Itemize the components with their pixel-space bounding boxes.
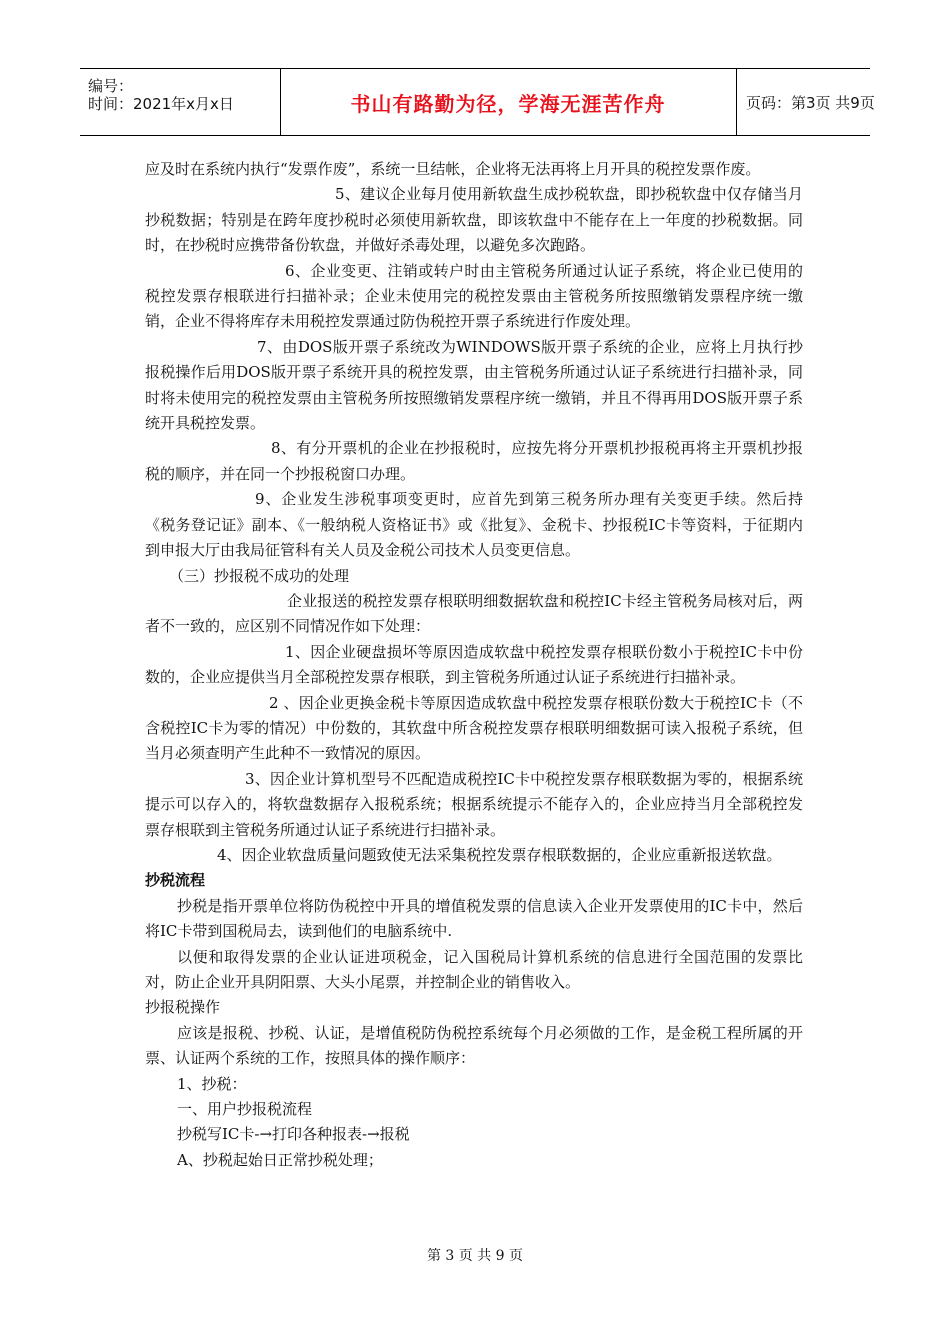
- header-meta: [80, 69, 280, 135]
- document-number-label: 编号：: [88, 77, 134, 95]
- paragraph: 7、由DOS版开票子系统改为WINDOWS版开票子系统的企业，应将上月执行抄报税操作后用DOS版开票子系统开具的税控发票，由主管税务所通过认证子系统进行扫描补录，同时将未使用完的税控发票由主管税务所按照缴销发票程序统一缴销，并且不得再用DOS版开票子系统开具税控发票。: [145, 337, 803, 433]
- paragraph: 2 、因企业更换金税卡等原因造成软盘中税控发票存根联份数大于税控IC卡（不含税控IC卡为零的情况）中份数的，其软盘中所含税控发票存根联明细数据可读入报税子系统，但当月必须查明产生此种不一致情况的原因。: [145, 693, 803, 763]
- paragraph: 企业报送的税控发票存根联明细数据软盘和税控IC卡经主管税务局核对后，两者不一致的，应区别不同情况作如下处理：: [145, 591, 803, 636]
- header-page-info: 页码：第3页 共9页: [746, 93, 875, 112]
- paragraph: 3、因企业计算机型号不匹配造成税控IC卡中税控发票存根联数据为零的，根据系统提示可以存入的，将软盘数据存入报税系统；根据系统提示不能存入的，企业应持当月全部税控发票存根联到主管税务所通过认证子系统进行扫描补录。: [145, 769, 803, 839]
- paragraph: 8、有分开票机的企业在抄报税时，应按先将分开票机抄报税再将主开票机抄报税的顺序，并在同一个抄报税窗口办理。: [145, 439, 803, 483]
- header-motto: 书山有路勤为径，学海无涯苦作舟: [350, 91, 666, 116]
- paragraph: 5、建议企业每月使用新软盘生成抄税软盘，即抄税软盘中仅存储当月抄税数据；特别是在跨年度抄税时必须使用新软盘，即该软盘中不能存在上一年度的抄税数据。同时，在抄税时应携带备份软盘，并做好杀毒处理，以避免多次跑路。: [145, 185, 803, 255]
- paragraph: 9、企业发生涉税事项变更时，应首先到第三税务所办理有关变更手续。然后持《税务登记证》副本、《一般纳税人资格证书》或《批复》、金税卡、抄报税IC卡等资料，于征期内到申报大厅由我局征管科有关人员及金税公司技术人员变更信息。: [145, 490, 803, 560]
- paragraph: 抄税是指开票单位将防伪税控中开具的增值税发票的信息读入企业开发票使用的IC卡中，然后将IC卡带到国税局去，读到他们的电脑系统中.: [145, 896, 803, 941]
- page-footer: 第 3 页 共 9 页: [426, 1248, 524, 1264]
- paragraph: 6、企业变更、注销或转户时由主管税务所通过认证子系统，将企业已使用的税控发票存根联进行扫描补录；企业未使用完的税控发票由主管税务所按照缴销发票程序统一缴销，企业不得将库存未用税控发票通过防伪税控开票子系统进行作废处理。: [145, 261, 803, 331]
- paragraph: 4、因企业软盘质量问题致使无法采集税控发票存根联数据的，企业应重新报送软盘。: [217, 845, 782, 864]
- section-title: 抄税流程: [145, 871, 206, 890]
- paragraph: 1、抄税：: [177, 1074, 247, 1093]
- paragraph: 一、用户抄报税流程: [177, 1100, 313, 1119]
- page-header: [80, 68, 875, 136]
- paragraph: 以便和取得发票的企业认证进项税金，记入国税局计算机系统的信息进行全国范围的发票比对，防止企业开具阴阳票、大头小尾票，并控制企业的销售收入。: [145, 947, 803, 991]
- paragraph: （三）抄报税不成功的处理: [169, 566, 350, 585]
- paragraph: A、抄税起始日正常抄税处理；: [177, 1150, 383, 1169]
- subsection-title: 抄报税操作: [145, 998, 221, 1017]
- document-date: 时间：2021年x月x日: [88, 95, 234, 113]
- paragraph: 1、因企业硬盘损坏等原因造成软盘中税控发票存根联份数小于税控IC卡中份数的，企业应提供当月全部税控发票存根联，到主管税务所通过认证子系统进行扫描补录。: [145, 642, 803, 687]
- section-paragraph-list: [145, 894, 803, 996]
- paragraph-list: [145, 157, 803, 868]
- document-body: [145, 157, 803, 1173]
- paragraph: 抄税写IC卡-→打印各种报表-→报税: [177, 1125, 410, 1144]
- subsection-paragraph-list: [145, 1021, 803, 1173]
- paragraph: 应该是报税、抄税、认证，是增值税防伪税控系统每个月必须做的工作，是金税工程所属的开票、认证两个系统的工作，按照具体的操作顺序：: [145, 1023, 803, 1068]
- paragraph: 应及时在系统内执行“发票作废”，系统一旦结帐，企业将无法再将上月开具的税控发票作废。: [145, 160, 761, 178]
